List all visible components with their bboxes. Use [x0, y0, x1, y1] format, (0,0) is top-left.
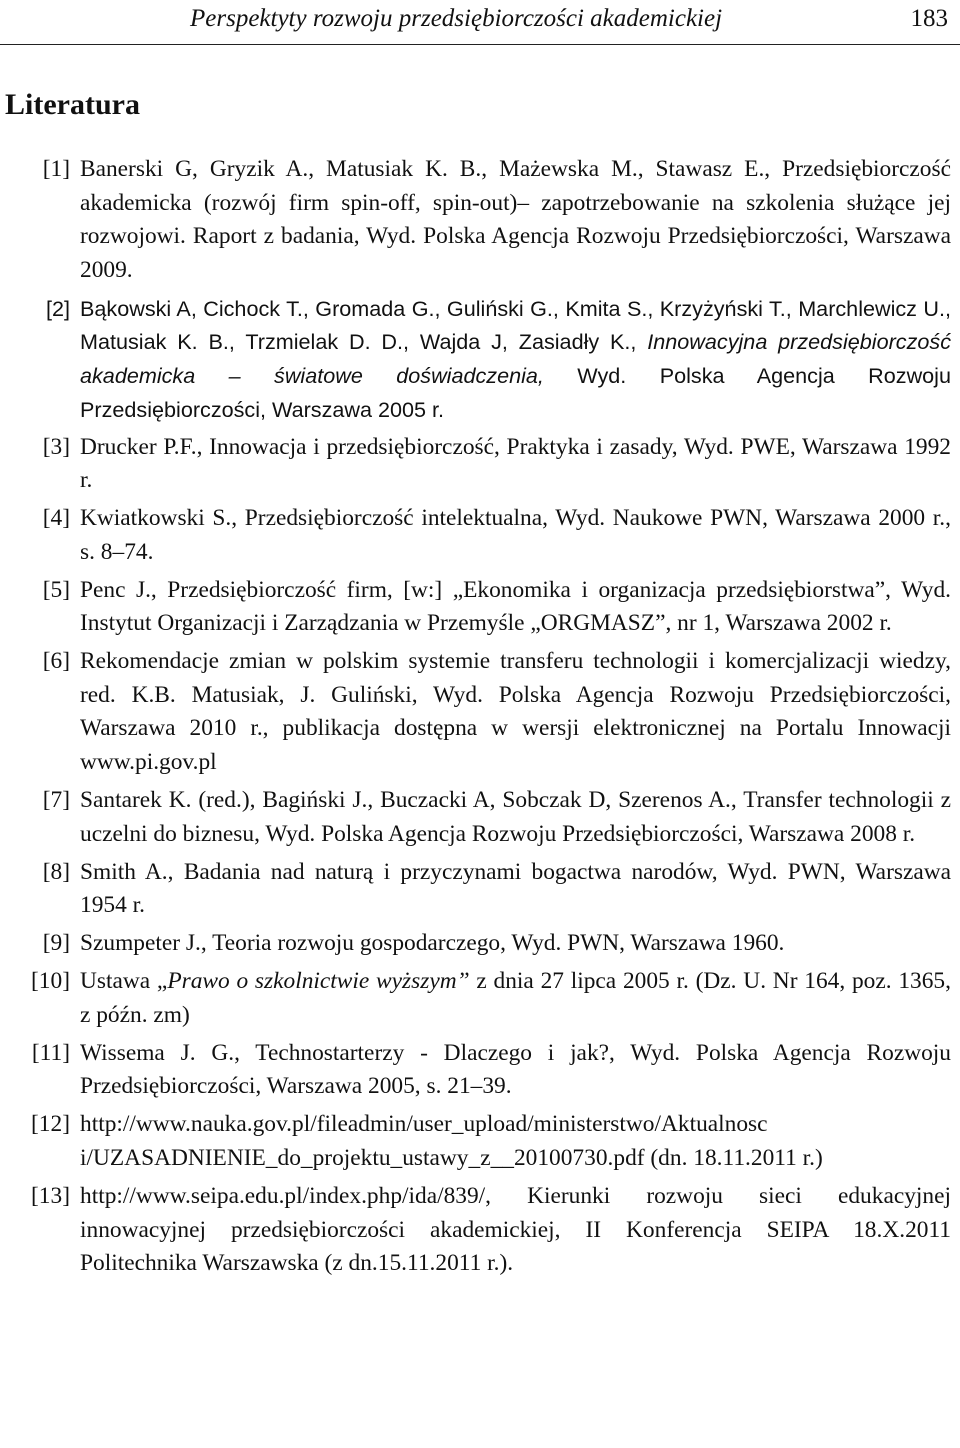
reference-item: [0, 574, 960, 641]
reference-text: [80, 1108, 951, 1175]
reference-text-segment: Smith A., Badania nad naturą i przyczynami bogactwa narodów, Wyd. PWN, Warszawa 1954 r.: [80, 858, 951, 919]
reference-item: [0, 502, 960, 569]
reference-text: [80, 645, 951, 779]
reference-item: [0, 927, 960, 961]
reference-item: [0, 431, 960, 498]
reference-text-segment: Santarek K. (red.), Bagiński J., Buczacki A, Sobczak D, Szerenos A., Transfer technologii z uczelni do biznesu, Wyd. Polska Agencja Rozwoju Przedsiębiorczości, Warszawa 2008 r.: [80, 787, 951, 847]
reference-text-segment: Bąkowski A, Cichock T., Gromada G., Guliński G., Kmita S., Krzyżyński T., Marchlewicz U., Matusiak K. B., Trzmielak D. D., Wajda J, Zasiadły K.,: [80, 295, 951, 355]
reference-number: [9]: [42, 930, 70, 957]
reference-item: [0, 1037, 960, 1104]
section-title: Literatura: [5, 88, 140, 121]
running-header: [0, 0, 960, 48]
reference-text-segment: z dnia 27 lipca 2005 r. (Dz. U. Nr 164, poz. 1365, z późn. zm): [80, 968, 951, 1028]
page-number: 183: [910, 5, 948, 32]
reference-item: [0, 153, 960, 287]
reference-text-segment: Kwiatkowski S., Przedsiębiorczość intelektualna, Wyd. Naukowe PWN, Warszawa 2000 r., s. 8–74.: [80, 505, 951, 565]
reference-text-segment: Penc J., Przedsiębiorczość firm, [w:] „Ekonomika i organizacja przedsiębiorstwa”, Wyd. Instytut Organizacji i Zarządzania w Przemyśle „ORGMASZ”, nr 1, Warszawa 2002 r.: [80, 576, 951, 637]
reference-text-segment: Ustawa „: [80, 968, 168, 995]
reference-text: [80, 1037, 951, 1104]
reference-text-segment: Rekomendacje zmian w polskim systemie transferu technologii i komercjalizacji wiedzy, red. K.B. Matusiak, J. Guliński, Wyd. Polska Agencja Rozwoju Przedsiębiorczości, Warszawa 2010 r., publikacja dostępna w wersji elektronicznej na Portalu Innowacji www.pi.gov.pl: [80, 648, 951, 776]
reference-text: [80, 153, 951, 287]
reference-number: [12]: [31, 1111, 70, 1138]
reference-number: [11]: [31, 1039, 70, 1066]
reference-text-segment: Wissema J. G., Technostarterzy - Dlaczego i jak?, Wyd. Polska Agencja Rozwoju Przedsiębiorczości, Warszawa 2005, s. 21–39.: [80, 1039, 951, 1100]
reference-number: [6]: [42, 648, 70, 675]
reference-number: [2]: [45, 295, 70, 321]
reference-number: [1]: [42, 156, 70, 182]
reference-text: [80, 431, 951, 498]
reference-text-segment: Wyd. Polska Agencja Rozwoju Przedsiębiorczości, Warszawa 2005 r.: [80, 362, 951, 422]
reference-text: [80, 965, 951, 1032]
reference-item: [0, 784, 960, 851]
reference-number: [10]: [31, 968, 70, 995]
reference-number: [5]: [42, 576, 70, 603]
running-title: Perspektyty rozwoju przedsiębiorczości akademickiej: [190, 5, 723, 32]
reference-item: [0, 292, 960, 426]
reference-number: [4]: [42, 505, 70, 532]
reference-text: [80, 784, 951, 851]
header-divider: [0, 44, 960, 45]
reference-list: [0, 153, 960, 1285]
reference-text: [80, 927, 951, 961]
reference-item: [0, 645, 960, 779]
reference-number: [7]: [42, 787, 70, 814]
reference-item: [0, 1180, 960, 1281]
reference-item: [0, 1108, 960, 1175]
reference-title-italic: Innowacyjna przedsiębiorczość akademicka – światowe doświadczenia,: [80, 329, 951, 388]
reference-text-segment: Szumpeter J., Teoria rozwoju gospodarczego, Wyd. PWN, Warszawa 1960.: [80, 930, 785, 957]
reference-text-segment: Drucker P.F., Innowacja i przedsiębiorczość, Praktyka i zasady, Wyd. PWE, Warszawa 1992 r.: [80, 433, 951, 494]
reference-number: [3]: [42, 433, 70, 460]
reference-text: [80, 856, 951, 923]
reference-number: [8]: [42, 858, 70, 885]
reference-item: [0, 856, 960, 923]
reference-text: [80, 574, 951, 641]
reference-text: [80, 502, 951, 569]
reference-text-segment: http://www.seipa.edu.pl/index.php/ida/839/, Kierunki rozwoju sieci edukacyjnej innowacyjnej przedsiębiorczości akademickiej, II Konferencja SEIPA 18.X.2011 Politechnika Warszawska (z dn.15.11.2011 r.).: [80, 1182, 951, 1277]
reference-text-segment: Banerski G, Gryzik A., Matusiak K. B., Mażewska M., Stawasz E., Przedsiębiorczość akademicka (rozwój firm spin-off, spin-out)– zapotrzebowanie na szkolenia służące jej rozwojowi. Raport z badania, Wyd. Polska Agencja Rozwoju Przedsiębiorczości, Warszawa 2009.: [80, 156, 951, 283]
reference-text-segment: http://www.nauka.gov.pl/fileadmin/user_upload/ministerstwo/Aktualnosc i/UZASADNIENIE_do_projektu_ustawy_z__20100730.pdf (dn. 18.11.2011 r.): [80, 1111, 823, 1171]
reference-title-italic: Prawo o szkolnictwie wyższym”: [167, 968, 470, 995]
reference-number: [13]: [31, 1182, 70, 1209]
reference-item: [0, 965, 960, 1032]
reference-text: [80, 292, 951, 426]
reference-text: [80, 1180, 951, 1281]
